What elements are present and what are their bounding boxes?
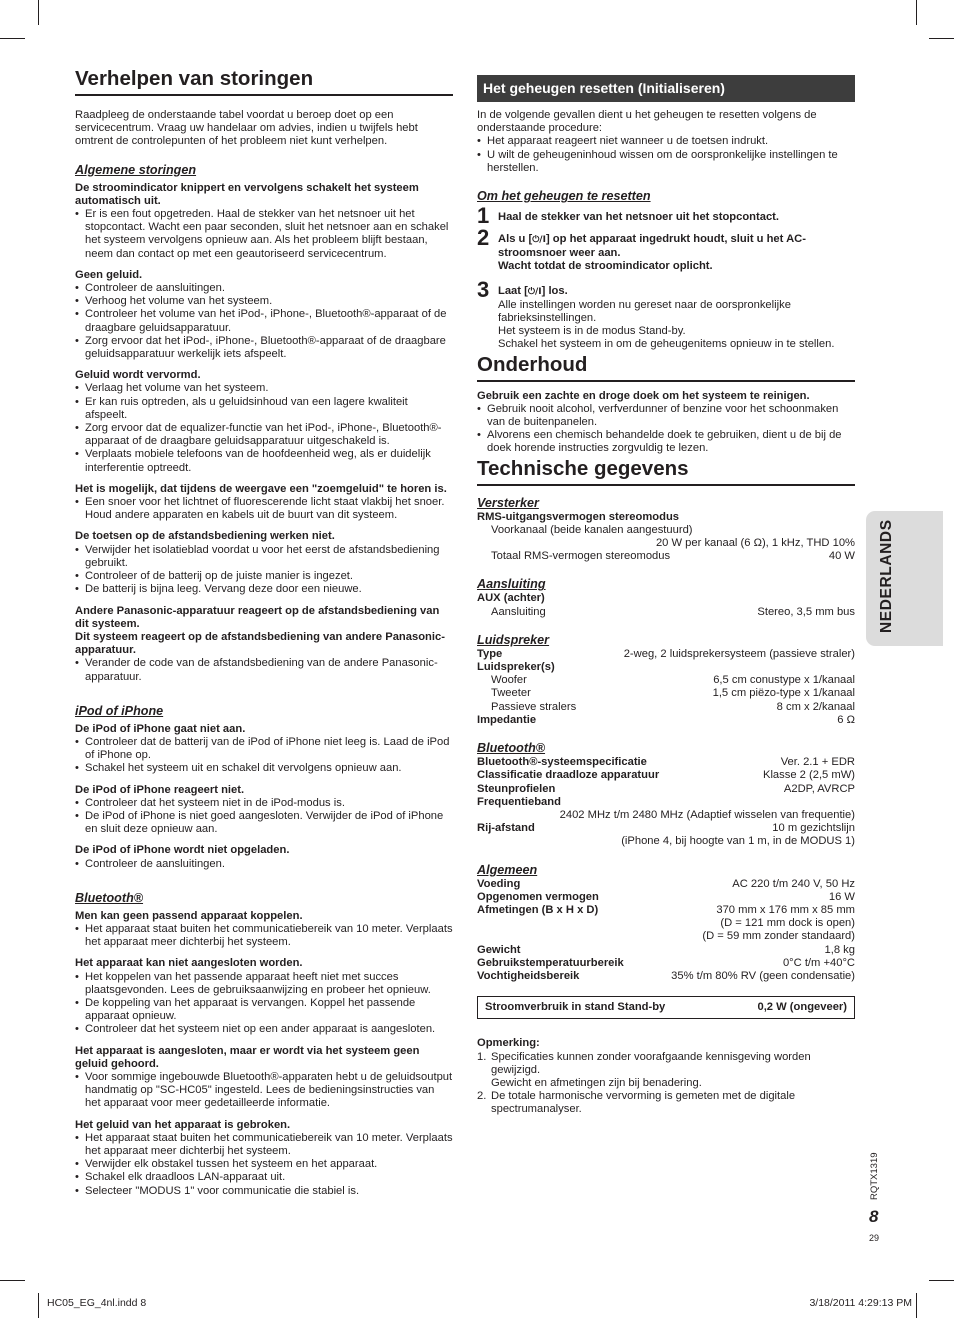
- list-item: • Controleer dat de batterij van de iPod of iPhone niet leeg is. Laad de iPod of iPhone op.: [75, 736, 453, 762]
- solution-list: [75, 208, 453, 261]
- problem-title: Het is mogelijk, dat tijdens de weergave een "zoemgeluid" te horen is.: [75, 482, 447, 495]
- solution-list: [75, 971, 453, 1037]
- spec-label: Woofer: [491, 674, 527, 687]
- spec-value: 8 cm x 2/kanaal: [776, 700, 855, 713]
- crop-mark: [916, 1293, 917, 1318]
- spec-value: 0°C t/m +40°C: [782, 956, 855, 969]
- spec-label: Totaal RMS-vermogen stereomodus: [491, 550, 671, 563]
- spec-value: 1,5 cm piëzo-type x 1/kanaal: [712, 687, 855, 700]
- list-item: • Het apparaat staat buiten het communicatiebereik van 10 meter. Verplaats het apparaat meer dichterbij het systeem.: [75, 1132, 453, 1158]
- right-column: [477, 66, 855, 1117]
- note-text: Specificaties kunnen zonder voorafgaande kennisgeving worden gewijzigd.: [491, 1050, 811, 1076]
- list-item: • Controleer of de batterij op de juiste manier is ingezet.: [75, 570, 453, 583]
- spec-key: Rij-afstand: [477, 822, 535, 835]
- spec-key: Vochtigheidsbereik: [477, 969, 580, 982]
- page-sub-number: 29: [869, 1233, 880, 1243]
- spec-value: 2-weg, 2 luidsprekersysteem (passieve straler): [623, 647, 855, 660]
- list-item: • Controleer dat het systeem niet op een ander apparaat is aangesloten.: [75, 1023, 453, 1036]
- problem-title: De iPod of iPhone reageert niet.: [75, 783, 245, 796]
- solution-list: [75, 736, 453, 776]
- spec-key: Afmetingen (B x H x D): [477, 903, 599, 916]
- troubleshooting-title: Verhelpen van storingen: [75, 66, 453, 96]
- note-number: 1.: [477, 1050, 487, 1063]
- note-text: Gewicht en afmetingen zijn bij benadering.: [491, 1076, 702, 1089]
- list-item: • Er kan ruis optreden, als u geluidsinhoud van een lagere kwaliteit afspeelt.: [75, 396, 453, 422]
- list-item: • Verwijder elk obstakel tussen het systeem en het apparaat.: [75, 1158, 453, 1171]
- spec-value: (D = 121 mm dock is open): [720, 917, 855, 930]
- reset-intro: In de volgende gevallen dient u het geheugen te resetten volgens de onderstaande procedure:: [477, 109, 817, 135]
- standby-box: [477, 996, 855, 1019]
- spec-value: Stereo, 3,5 mm bus: [757, 605, 855, 618]
- general-spec-heading: Algemeen: [477, 862, 538, 877]
- reset-banner: Het geheugen resetten (Initialiseren): [477, 75, 855, 102]
- spec-label: Voorkanaal (beide kanalen aangestuurd): [491, 523, 693, 536]
- step-1: [477, 203, 855, 229]
- connection-heading: Aansluiting: [477, 577, 546, 592]
- list-item: • Controleer dat het systeem niet in de iPod-modus is.: [75, 797, 453, 810]
- ipod-issues-heading: iPod of iPhone: [75, 703, 164, 718]
- maintenance-lead: Gebruik een zachte en droge doek om het systeem te reinigen.: [477, 389, 810, 402]
- spec-value: 2402 MHz t/m 2480 MHz (Adaptief wisselen van frequentie): [559, 808, 855, 821]
- note-text: De totale harmonische vervorming is gemeten met de digitale spectrumanalyser.: [491, 1090, 796, 1116]
- list-item: • De koppeling van het apparaat is vervangen. Koppel het passende apparaat opnieuw.: [75, 997, 453, 1023]
- page-number: 8: [869, 1207, 879, 1226]
- specifications-title: Technische gegevens: [477, 456, 855, 486]
- solution-list: [75, 797, 453, 837]
- troubleshooting-column: [75, 66, 453, 1198]
- problem-title: De stroomindicator knippert en vervolgens schakelt het systeem automatisch uit.: [75, 181, 419, 207]
- list-item: • Een snoer voor het lichtnet of fluorescerende licht staat vlakbij het snoer. Houd andere apparaten en kabels uit de buurt van dit systeem.: [75, 496, 453, 522]
- crop-mark: [0, 1280, 25, 1281]
- notes-list: [477, 1051, 855, 1117]
- crop-mark: [38, 1293, 39, 1318]
- step-text: Haal de stekker van het netsnoer uit het stopcontact.: [498, 211, 780, 224]
- list-item: • De batterij is bijna leeg. Vervang deze door een nieuwe.: [75, 583, 453, 596]
- ipod-issues-list: [75, 723, 453, 871]
- solution-list: [75, 1071, 453, 1111]
- problem-title: De iPod of iPhone wordt niet opgeladen.: [75, 844, 290, 857]
- spec-key: Classificatie draadloze apparatuur: [477, 769, 660, 782]
- bluetooth-issues-list: [75, 910, 453, 1198]
- solution-list: [75, 657, 453, 683]
- solution-list: [75, 858, 453, 871]
- note-item: [477, 1090, 855, 1116]
- step-text: Laat [: [498, 284, 528, 297]
- maintenance-items: [477, 403, 855, 456]
- list-item: • Controleer de aansluitingen.: [75, 858, 453, 871]
- general-issues-heading: Algemene storingen: [75, 162, 197, 177]
- solution-list: [75, 382, 453, 474]
- list-item: • Zorg ervoor dat het iPod-, iPhone-, Bluetooth®-apparaat of de draagbare geluidsapparatuur werkelijk iets afspeelt.: [75, 335, 453, 361]
- list-item: • Controleer het volume van het iPod-, iPhone-, Bluetooth®-apparaat of de draagbare geluidsapparatuur.: [75, 308, 453, 334]
- reset-steps: [477, 203, 855, 352]
- spec-value: 1,8 kg: [824, 943, 855, 956]
- spec-key: Gewicht: [477, 943, 521, 956]
- spec-value: 10 m gezichtslijn: [772, 822, 855, 835]
- spec-key: AUX (achter): [477, 592, 545, 605]
- list-item: • U wilt de geheugeninhoud wissen om de oorspronkelijke instellingen te herstellen.: [477, 149, 855, 175]
- step-3: [477, 276, 855, 352]
- list-item: • De iPod of iPhone is niet goed aangesloten. Verwijder de iPod of iPhone en sluit deze opnieuw aan.: [75, 810, 453, 836]
- reset-procedure-heading: Om het geheugen te resetten: [477, 189, 651, 204]
- list-item: • Gebruik nooit alcohol, verfverdunner of benzine voor het schoonmaken van de buitenpanelen.: [477, 403, 855, 429]
- solution-list: [75, 923, 453, 949]
- reset-cases: [477, 135, 855, 175]
- problem-title: Men kan geen passend apparaat koppelen.: [75, 909, 303, 922]
- solution-list: [75, 282, 453, 361]
- step-text: Wacht totdat de stroomindicator oplicht.: [498, 260, 713, 273]
- footer-file: HC05_EG_4nl.indd 8: [47, 1297, 147, 1309]
- list-item: • Schakel elk draadloos LAN-apparaat uit.: [75, 1171, 453, 1184]
- power-icon: ⏻/I: [532, 235, 546, 246]
- step-number: 3: [477, 276, 490, 302]
- list-item: • Verplaats mobiele telefoons van de hoofdeenheid weg, als er duidelijk interferentie optreedt.: [75, 448, 453, 474]
- problem-title: Geluid wordt vervormd.: [75, 369, 201, 382]
- step-number: 2: [477, 225, 490, 251]
- list-item: • Verander de code van de afstandsbediening van de andere Panasonic-apparatuur.: [75, 657, 453, 683]
- language-tab-label: NEDERLANDS: [878, 519, 895, 633]
- speaker-heading: Luidspreker: [477, 632, 550, 647]
- spec-key: Gebruikstemperatuurbereik: [477, 956, 624, 969]
- solution-list: [75, 496, 453, 522]
- list-item: • Er is een fout opgetreden. Haal de stekker van het netsnoer uit het stopcontact. Wacht een paar seconden, sluit het netsnoer aan en schakel het systeem vervolgens opnieuw aan. Als het probleem blijft bestaan, neem dan contact op met een geautoriseerd servicecentrum.: [75, 208, 453, 261]
- step-number: 1: [477, 203, 490, 229]
- problem-title: Het apparaat kan niet aangesloten worden.: [75, 957, 303, 970]
- list-item: • Het koppelen van het passende apparaat heeft niet met succes plaatsgevonden. Lees de gebruiksaanwijzing en probeer het opnieuw.: [75, 971, 453, 997]
- step-2: [477, 225, 855, 274]
- problem-title: Andere Panasonic-apparatuur reageert op de afstandsbediening van dit systeem. Dit systeem reageert op de afstandsbediening van andere Panasonic-apparatuur.: [75, 604, 445, 657]
- standby-value: 0,2 W (ongeveer): [757, 1001, 847, 1014]
- solution-list: [75, 1132, 453, 1198]
- spec-key: Voeding: [477, 877, 521, 890]
- spec-value: 16 W: [828, 890, 855, 903]
- list-item: • Verlaag het volume van het systeem.: [75, 382, 453, 395]
- language-tab: [866, 511, 943, 646]
- spec-value: AC 220 t/m 240 V, 50 Hz: [732, 877, 855, 890]
- problem-title: De toetsen op de afstandsbediening werken niet.: [75, 530, 335, 543]
- amplifier-heading: Versterker: [477, 495, 539, 510]
- spec-key: Impedantie: [477, 713, 537, 726]
- spec-label: Passieve stralers: [491, 700, 577, 713]
- list-item: • Zorg ervoor dat de equalizer-functie van het iPod-, iPhone-, Bluetooth®-apparaat of de draagbare geluidsapparatuur uitgeschakeld is.: [75, 422, 453, 448]
- notes-title: Opmerking:: [477, 1037, 540, 1050]
- list-item: • Het apparaat staat buiten het communicatiebereik van 10 meter. Verplaats het apparaat meer dichterbij het systeem.: [75, 923, 453, 949]
- footer-date: 3/18/2011 4:29:13 PM: [809, 1297, 912, 1309]
- spec-value: (D = 59 mm zonder standaard): [702, 930, 855, 943]
- crop-mark: [916, 0, 917, 25]
- list-item: • Alvorens een chemisch behandelde doek te gebruiken, dient u de bij de doek horende instructies zorgvuldig te lezen.: [477, 429, 855, 455]
- list-item: • Selecteer "MODUS 1" voor communicatie die stabiel is.: [75, 1185, 453, 1198]
- step-text: Als u [: [498, 233, 533, 246]
- problem-title: Het apparaat is aangesloten, maar er wordt via het systeem geen geluid gehoord.: [75, 1044, 420, 1070]
- power-icon: ⏻/I: [527, 286, 542, 297]
- note-number: 2.: [477, 1090, 487, 1103]
- list-item: • Voor sommige ingebouwde Bluetooth®-apparaten hebt u de geluidsoutput handmatig op "SC-HC05" ingesteld. Lees de bedieningsinstructies van het apparaat voor meer gedetailleerde informatie.: [75, 1071, 453, 1111]
- troubleshooting-intro: Raadpleeg de onderstaande tabel voordat u beroep doet op een servicecentrum. Vraag uw handelaar om advies, indien u twijfels hebt omtrent de controlepunten of het probleem niet kunt verhelpen.: [75, 109, 418, 148]
- list-item: • Controleer de aansluitingen.: [75, 282, 453, 295]
- spec-key: Type: [477, 647, 503, 660]
- spec-value: 6,5 cm conustype x 1/kanaal: [713, 674, 855, 687]
- document-code: RQTX1319: [869, 1152, 880, 1200]
- list-item: • Verwijder het isolatieblad voordat u voor het eerst de afstandsbediening gebruikt.: [75, 544, 453, 570]
- step-text: Schakel het systeem in om de geheugenitems opnieuw in te stellen.: [498, 338, 835, 351]
- list-item: • Verhoog het volume van het systeem.: [75, 295, 453, 308]
- spec-value: 40 W: [828, 550, 855, 563]
- crop-mark: [929, 1280, 954, 1281]
- problem-title: Geen geluid.: [75, 268, 143, 281]
- problem-title: De iPod of iPhone gaat niet aan.: [75, 722, 246, 735]
- spec-value: Ver. 2.1 + EDR: [780, 756, 855, 769]
- crop-mark: [0, 38, 25, 39]
- spec-key: Luidspreker(s): [477, 661, 555, 674]
- bluetooth-spec-heading: Bluetooth®: [477, 741, 546, 756]
- step-text: Alle instellingen worden nu gereset naar de oorspronkelijke fabrieksinstellingen.: [498, 298, 791, 325]
- problem-title: Het geluid van het apparaat is gebroken.: [75, 1118, 291, 1131]
- spec-key: Bluetooth®-systeemspecificatie: [477, 756, 647, 769]
- crop-mark: [929, 38, 954, 39]
- step-text: ] op het apparaat ingedrukt houdt, sluit u het AC-stroomsnoer weer aan.: [498, 233, 806, 260]
- solution-list: [75, 544, 453, 597]
- spec-value: (iPhone 4, bij hoogte van 1 m, in de MODUS 1): [621, 835, 855, 848]
- spec-value: 6 Ω: [837, 713, 855, 726]
- step-text: Het systeem is in de modus Stand-by.: [498, 325, 686, 338]
- maintenance-title: Onderhoud: [477, 352, 855, 382]
- spec-value: 370 mm x 176 mm x 85 mm: [716, 903, 855, 916]
- bluetooth-issues-heading: Bluetooth®: [75, 890, 144, 905]
- standby-label: Stroomverbruik in stand Stand-by: [485, 1001, 666, 1014]
- general-issues-list: [75, 182, 453, 684]
- spec-key: Steunprofielen: [477, 782, 556, 795]
- list-item: • Schakel het systeem uit en schakel dit vervolgens opnieuw aan.: [75, 762, 453, 775]
- spec-value: A2DP, AVRCP: [783, 782, 855, 795]
- spec-value: 20 W per kanaal (6 Ω), 1 kHz, THD 10%: [655, 537, 855, 550]
- spec-key: Frequentieband: [477, 795, 561, 808]
- spec-key: RMS-uitgangsvermogen stereomodus: [477, 510, 680, 523]
- spec-key: Opgenomen vermogen: [477, 890, 599, 903]
- spec-value: 35% t/m 80% RV (geen condensatie): [671, 969, 855, 982]
- note-item: [477, 1051, 855, 1091]
- list-item: • Het apparaat reageert niet wanneer u de toetsen indrukt.: [477, 135, 855, 148]
- step-text: ] los.: [541, 284, 568, 297]
- spec-value: Klasse 2 (2,5 mW): [762, 769, 855, 782]
- crop-mark: [38, 0, 39, 25]
- spec-label: Tweeter: [491, 687, 531, 700]
- spec-label: Aansluiting: [491, 605, 546, 618]
